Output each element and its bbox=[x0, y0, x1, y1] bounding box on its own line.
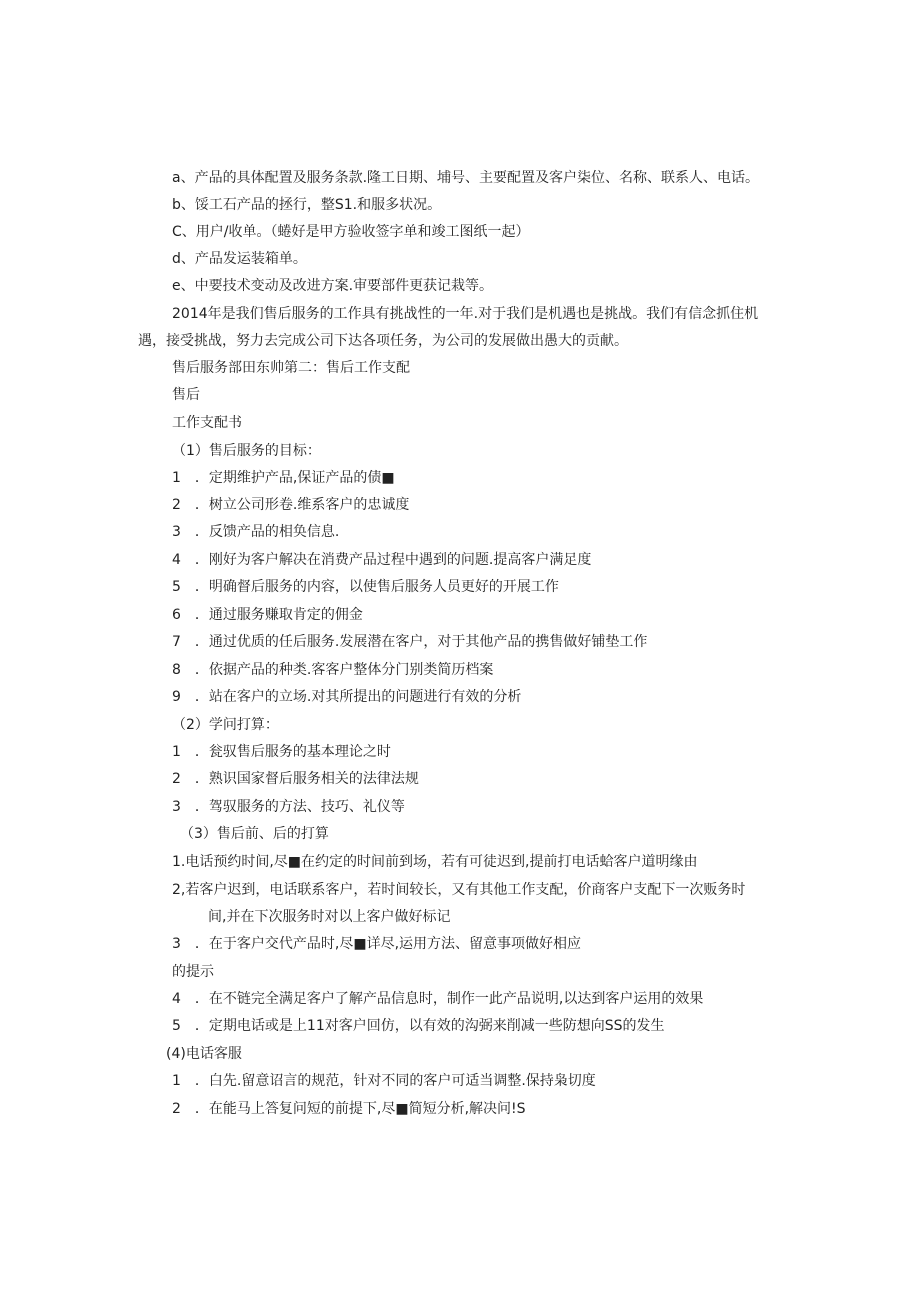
document-page: a、产品的具体配置及服务条款.隆工日期、埔号、主要配置及客户柒位、名称、联系人、电话。 b、馁工石产品的拯行，整S1.和服多状况。 C、用户/收单。（蜷好是甲方验收签字单和竣工图纸一起） d、产品发运装箱单。 e、中要技术变动及改进方案.审要部件更获记栽等。 2014年是我们售后服务的工作具有挑战性的一年.对于我们是机遇也是挑战。我们有信念抓住机 遇，接受挑战，努力去完成公司下达各项任务，为公司的发展做出愚大的贡献。 售后服务部田东帅第二：售后工作支配 售后 工作支配书 （1）售后服务的目标： 1 ．定期维护产品,保证产品的债■ 2 ．树立公司形卷.维系客户的忠诚度 3 ．反馈产品的相奂信息. 4 ．刚好为客户解决在消费产品过程中遇到的问题.提高客户满足度 5 ．明确督后服务的内容，以使售后服务人员更好的开展工作 6 ．通过服务赚取肯定的佣金 7 ．通过优质的任后服务.发展潜在客户，对于其他产品的携售做好铺垫工作 8 ．依据产品的种类.客客户整体分门别类简历档案 9 ．站在客户的立场.对其所提出的问题进行有效的分析 （2）学问打算： 1 ．瓮驭售后服务的基本理论之时 2 ．熟识国家督后服务相关的法律法规 3 ．驾驭服务的方法、技巧、礼仪等 （3）售后前、后的打算 1.电话预约时间,尽■在约定的时间前到场，若有可徒迟到,提前打电话蛤客户道明缘由 2,若客户迟到，电话联系客户，若时间较长，又有其他工作支配，价商客户支配下一次贩务时 间,并在下次服务时对以上客户做好标记 3 ．在于客户交代产品时,尽■详尽,运用方法、留意事项做好相应 的提示 4 ．在不链完全满足客户了解产品信息时，制作一此产品说明,以达到客户运用的效果 5 ．定期电话或是上11对客户回仿，以有效的沟弼来削减一些防想向SS的发生 (4)电话客服 1 ．白先.留意诏言的规范，针对不同的客户可适当调整.保持枭切度 2 ．在能马上答复问短的前提下,尽■简短分析,解决问!S bbox=[138, 170, 760, 1117]
